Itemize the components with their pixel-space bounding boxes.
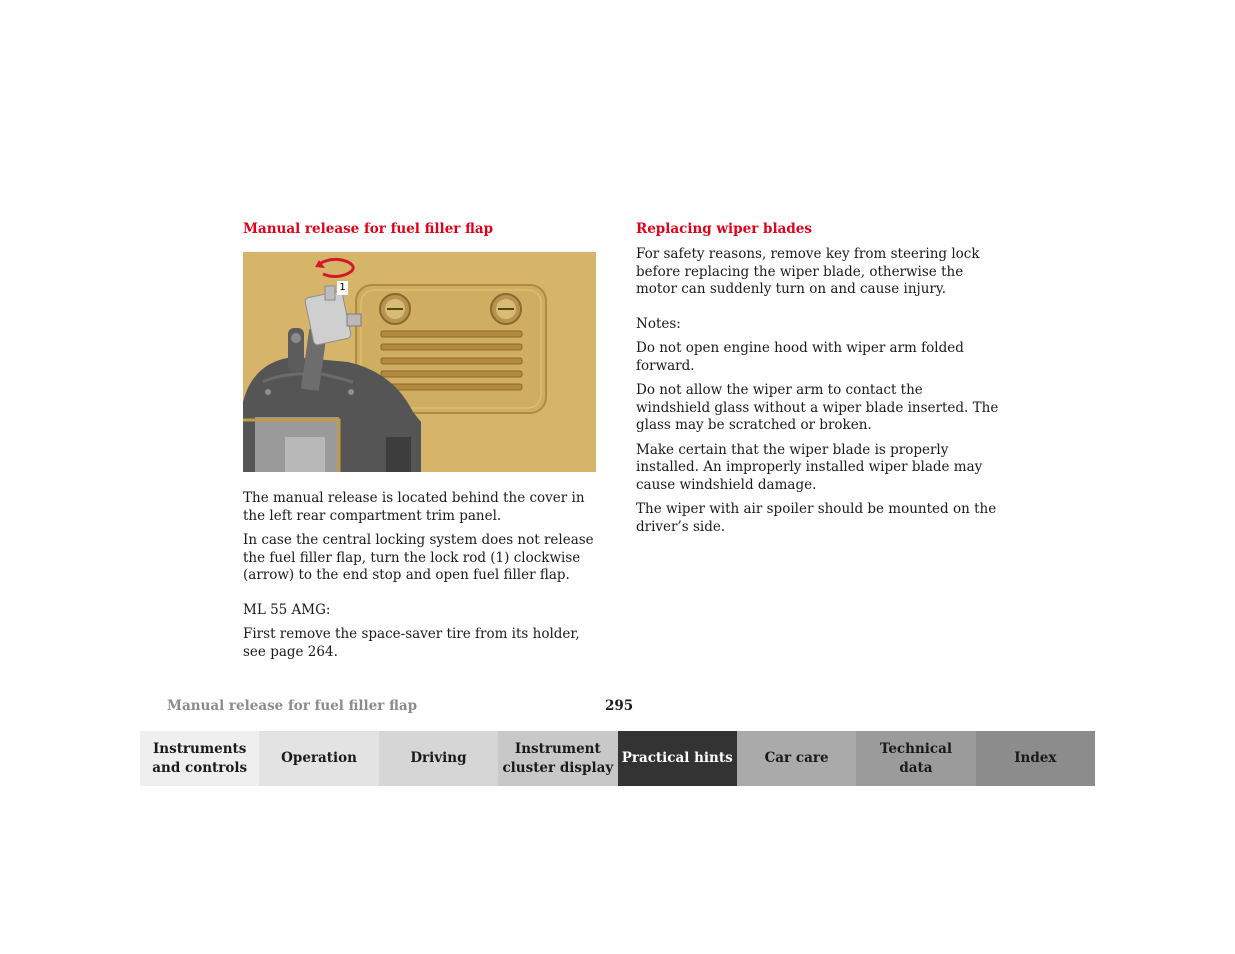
nav-tab-driving[interactable] [379,731,498,786]
nav-tab-operation[interactable] [259,731,378,786]
section-heading-fuel-flap: Manual release for fuel filler flap [243,221,494,237]
nav-tab-label: Car care [764,750,829,766]
nav-tab-label: Index [1014,750,1057,766]
page-number: 295 [605,698,634,714]
nav-tab-label: Instrument cluster display [502,740,614,776]
paragraph: The manual release is located behind the cover in the left rear compartment trim panel. [243,490,585,524]
nav-tab-label: Practical hints [621,750,733,766]
nav-tab-index[interactable] [976,731,1095,786]
nav-tab-label: Driving [410,750,467,766]
right-column [636,220,1001,543]
paragraph-notes-label: Notes: [636,315,681,332]
section-heading-wiper-blades: Replacing wiper blades [636,221,812,237]
nav-tab-instruments-and-controls[interactable] [140,731,259,786]
footer-section-title: Manual release for fuel filler flap [167,698,418,714]
fuel-flap-illustration [243,252,596,472]
paragraph: Make certain that the wiper blade is properly installed. An improperly installed wiper blade may cause windshield damage. [636,441,983,493]
fuel-flap-drawing [243,252,596,472]
nav-tab-label: Operation [281,750,357,766]
nav-tab-label: Instruments and controls [152,740,248,776]
paragraph: Do not allow the wiper arm to contact the windshield glass without a wiper blade inserted. The glass may be scratched or broken. [636,382,999,433]
callout-label-1: 1 [337,281,348,295]
left-column [243,220,603,668]
paragraph: In case the central locking system does not release the fuel filler flap, turn the lock rod (1) clockwise (arrow) to the end stop and open fuel filler flap. [243,532,594,583]
nav-tab-technical-data[interactable] [856,731,975,786]
paragraph: First remove the space-saver tire from its holder, see page 264. [243,626,580,660]
nav-tab-instrument-cluster-display[interactable] [498,731,617,786]
chapter-navigation-bar [140,731,1095,786]
paragraph: For safety reasons, remove key from steering lock before replacing the wiper blade, otherwise the motor can suddenly turn on and cause injury. [636,246,980,297]
paragraph: Do not open engine hood with wiper arm folded forward. [636,340,964,374]
paragraph: The wiper with air spoiler should be mounted on the driver’s side. [636,501,997,535]
paragraph-model-note: ML 55 AMG: [243,601,331,618]
nav-tab-practical-hints[interactable] [618,731,737,786]
nav-tab-label: Technical data [879,740,953,776]
nav-tab-car-care[interactable] [737,731,856,786]
